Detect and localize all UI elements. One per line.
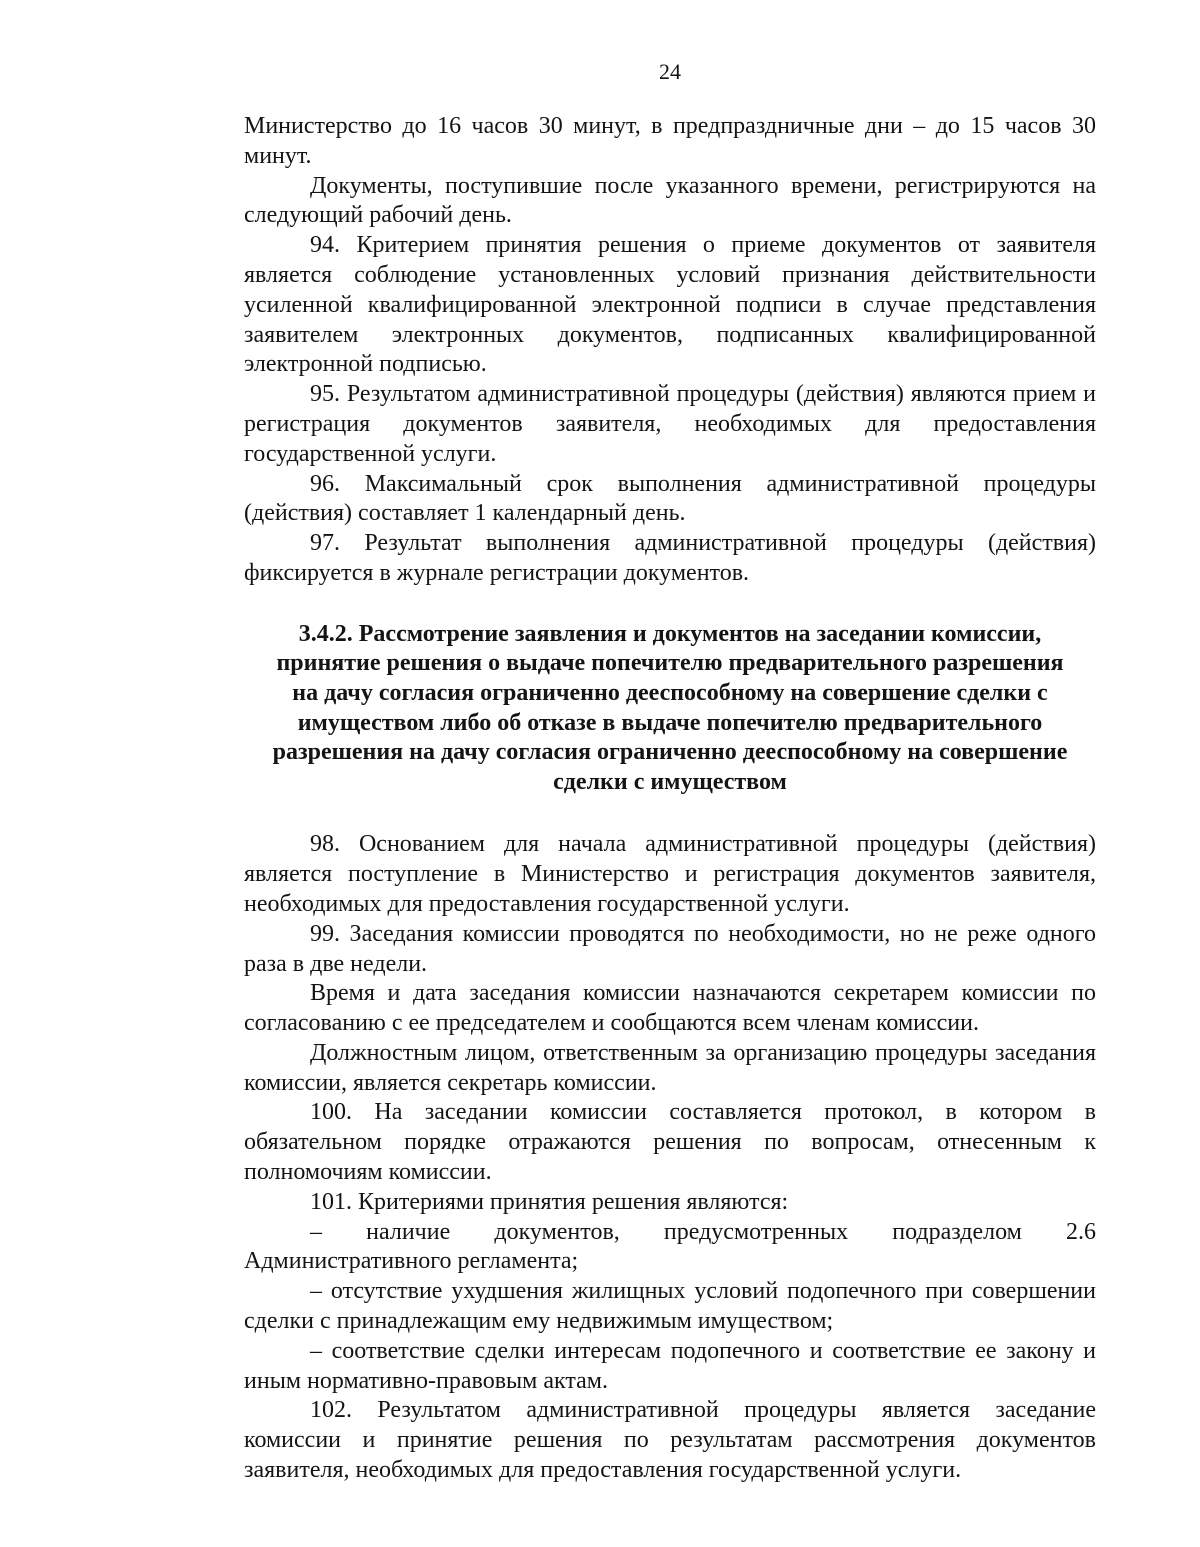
- paragraph-101: 101. Критериями принятия решения являются:: [310, 1188, 789, 1215]
- list-item-101-a: – наличие документов, предусмотренных подразделом 2.6 Административного регламента;: [244, 1218, 1096, 1275]
- list-item-101-c: – соответствие сделки интересам подопечного и соответствие ее закону и иным нормативно-правовым актам.: [244, 1337, 1096, 1394]
- section-heading-line: сделки с имуществом: [553, 768, 787, 795]
- bottom-paragraphs: [244, 830, 1096, 1486]
- section-heading-line: имуществом либо об отказе в выдаче попечителю предварительного: [297, 709, 1043, 736]
- paragraph-98: 98. Основанием для начала административной процедуры (действия) является поступление в Министерство и регистрация документов заявителя, необходимых для предоставления государственной услуги.: [244, 831, 1096, 917]
- paragraph-100: 100. На заседании комиссии составляется протокол, в котором в обязательном порядке отражаются решения по вопросам, отнесенным к полномочиям комиссии.: [244, 1099, 1096, 1186]
- paragraph-official: Должностным лицом, ответственным за организацию процедуры заседания комиссии, является секретарь комиссии.: [244, 1039, 1096, 1096]
- paragraph-docs-after-time: Документы, поступившие после указанного времени, регистрируются на следующий рабочий день.: [244, 172, 1096, 229]
- paragraph-94: 94. Критерием принятия решения о приеме документов от заявителя является соблюдение установленных условий признания действительности усиленной квалифицированной электронной подписи в случае представления заявителем электронных документов, подписанных квалифицированной электронной подписью.: [244, 232, 1096, 378]
- paragraph-95: 95. Результатом административной процедуры (действия) являются прием и регистрация документов заявителя, необходимых для предоставления государственной услуги.: [244, 381, 1096, 467]
- section-heading-line: принятие решения о выдаче попечителю предварительного разрешения: [276, 650, 1064, 677]
- page-content: [244, 112, 1096, 1486]
- top-paragraphs: [244, 112, 1096, 589]
- paragraph-102: 102. Результатом административной процедуры является заседание комиссии и принятие решения по результатам рассмотрения документов заявителя, необходимых для предоставления государственной услуги.: [244, 1397, 1096, 1484]
- paragraph-time-date: Время и дата заседания комиссии назначаются секретарем комиссии по согласованию с ее председателем и сообщаются всем членам комиссии.: [244, 980, 1096, 1037]
- page-number: 24: [659, 59, 681, 84]
- list-item-101-b: – отсутствие ухудшения жилищных условий подопечного при совершении сделки с принадлежащим ему недвижимым имуществом;: [244, 1278, 1096, 1335]
- paragraph-continuation: Министерство до 16 часов 30 минут, в предпраздничные дни – до 15 часов 30 минут.: [244, 113, 1096, 169]
- paragraph-99: 99. Заседания комиссии проводятся по необходимости, но не реже одного раза в две недели.: [244, 920, 1096, 977]
- section-heading-line: 3.4.2. Рассмотрение заявления и документов на заседании комиссии,: [298, 620, 1042, 647]
- section-heading-line: на дачу согласия ограниченно дееспособному на совершение сделки с: [292, 679, 1048, 706]
- paragraph-97: 97. Результат выполнения административной процедуры (действия) фиксируется в журнале регистрации документов.: [244, 530, 1096, 586]
- paragraph-96: 96. Максимальный срок выполнения административной процедуры (действия) составляет 1 календарный день.: [244, 470, 1096, 527]
- section-heading-line: разрешения на дачу согласия ограниченно дееспособному на совершение: [272, 739, 1068, 766]
- section-heading-3-4-2: [244, 620, 1096, 798]
